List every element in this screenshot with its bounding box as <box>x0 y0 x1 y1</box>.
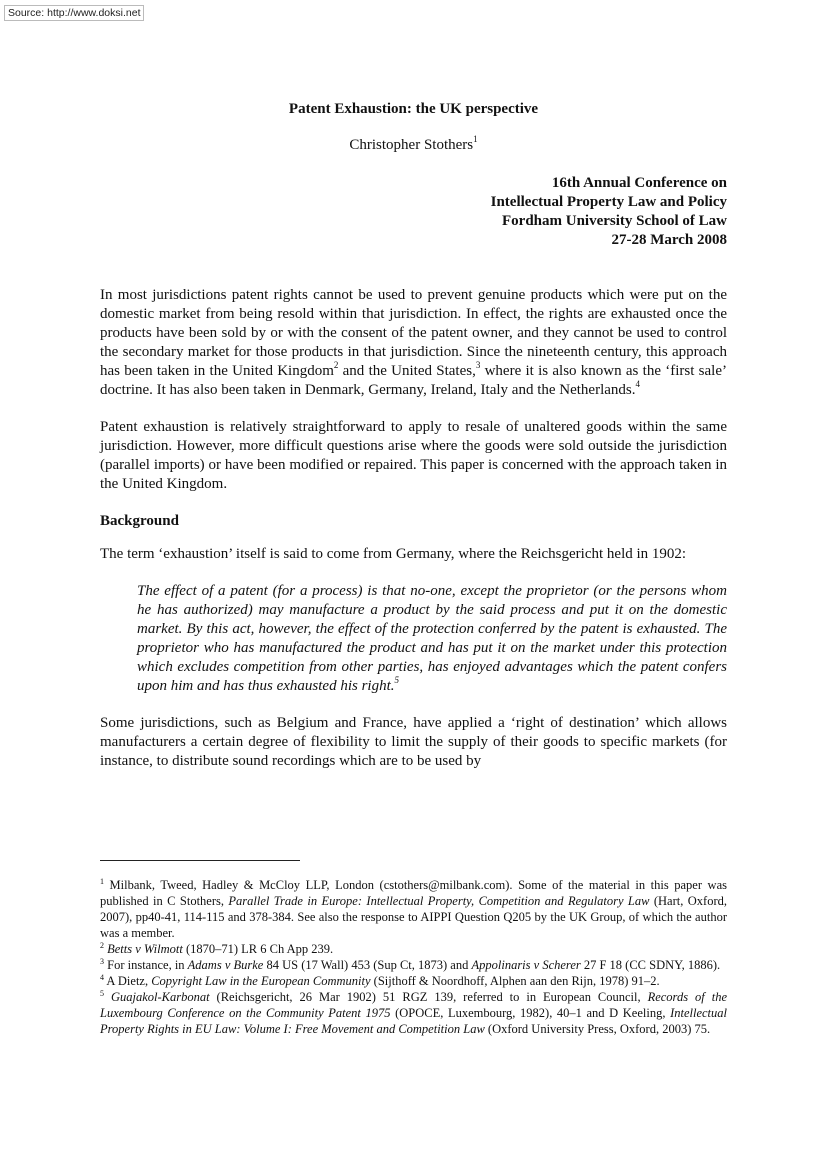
conference-line: 16th Annual Conference on <box>551 175 727 191</box>
text-run: Milbank, Tweed, Hadley & McCloy LLP, London (cstothers@milbank.com). Some of the material in this paper was published in C Stothers, <box>100 878 727 908</box>
footnotes <box>100 877 727 1037</box>
text-run: (Hart, Oxford, 2007), pp40-41, 114-115 and 378-384. See also the response to AIPPI Question Q205 by the UK Group, of which the author was a member. <box>100 894 727 940</box>
author-name: Christopher Stothers <box>349 137 474 153</box>
text-run: (Sijthoff & Noordhoff, Alphen aan den Rijn, 1978) 91–2. <box>370 974 660 988</box>
footnote-ref-2[interactable]: 2 <box>333 360 339 370</box>
footnote-divider <box>100 860 300 861</box>
conference-info <box>491 174 727 250</box>
section-heading: Background <box>100 513 179 529</box>
footnote-ref-4[interactable]: 4 <box>635 379 640 389</box>
text-run: (Oxford University Press, Oxford, 2003) 75. <box>484 1022 711 1036</box>
footnote-number: 1 <box>100 877 104 886</box>
footnote-1 <box>100 877 727 941</box>
quote-text: The effect of a patent (for a process) is that no-one, except the proprietor (or the persons whom he has authorized) may manufacture a product by the said process and put it on the domestic market. By this act, however, the effect of the protection conferred by the patent is exhausted. The proprietor who has manufactured the product and has put it on the market under this protection which excludes competition from other parties, has enjoyed advantages which the patent confers upon him and has thus exhausted his right. <box>137 583 727 694</box>
text-run: A Dietz, <box>104 974 152 988</box>
text-run: (OPOCE, Luxembourg, 1982), 40–1 and D Keeling, <box>390 1006 671 1020</box>
text-run: (Reichsgericht, 26 Mar 1902) 51 RGZ 139, referred to in European Council, <box>209 990 648 1004</box>
footnote-number: 2 <box>100 941 104 950</box>
text-run: and the United States, <box>338 363 476 379</box>
text-run: For instance, in <box>104 958 188 972</box>
footnote-5 <box>100 989 727 1037</box>
paragraph <box>100 286 727 400</box>
text-run: Records of the Luxembourg Conference on the Community Patent 1975 <box>100 990 727 1020</box>
paragraph: Patent exhaustion is relatively straightforward to apply to resale of unaltered goods within the same jurisdiction. However, more difficult questions arise where the goods were sold outside the jurisdiction (parallel imports) or have been modified or repaired. This paper is concerned with the approach taken in the United Kingdom. <box>100 419 727 492</box>
footnote-ref-5[interactable]: 5 <box>394 675 399 685</box>
block-quote <box>137 582 727 696</box>
text-run: Intellectual Property Rights in EU Law: Volume I: Free Movement and Competition Law <box>100 1006 727 1036</box>
body-text <box>100 286 727 789</box>
text-run: Betts v Wilmott <box>104 942 183 956</box>
footnote-number: 5 <box>100 989 104 998</box>
text-run: Copyright Law in the European Community <box>151 974 371 988</box>
conference-line: Fordham University School of Law <box>502 213 727 229</box>
text-run: 84 US (17 Wall) 453 (Sup Ct, 1873) and <box>263 958 472 972</box>
text-run: Adams v Burke <box>187 958 264 972</box>
text-run: where it is also known as the ‘first sale’ doctrine. It has also been taken in Denmark, Germany, Ireland, Italy and the Netherlands. <box>100 363 727 398</box>
text-run: Appolinaris v Scherer <box>471 958 581 972</box>
footnote-ref-1[interactable]: 1 <box>473 134 478 144</box>
footnote-3 <box>100 957 727 973</box>
text-run: Parallel Trade in Europe: Intellectual Property, Competition and Regulatory Law <box>228 894 650 908</box>
footnote-2 <box>100 941 727 957</box>
footnote-number: 4 <box>100 973 104 982</box>
text-run: Guajakol-Karbonat <box>104 990 210 1004</box>
text-run: In most jurisdictions patent rights cannot be used to prevent genuine products which were put on the domestic market from being resold within that jurisdiction. In effect, the rights are exhausted once the products have been sold by or with the consent of the patent owner, and they cannot be used to control the secondary market for those products in that jurisdiction. Since the nineteenth century, this approach has been taken in the United Kingdom <box>100 287 727 379</box>
conference-date: 27-28 March 2008 <box>611 232 727 248</box>
footnote-ref-3[interactable]: 3 <box>475 360 481 370</box>
paragraph: Some jurisdictions, such as Belgium and France, have applied a ‘right of destination’ which allows manufacturers a certain degree of flexibility to limit the supply of their goods to specific markets (for instance, to distribute sound recordings which are to be used by <box>100 715 727 769</box>
paragraph: The term ‘exhaustion’ itself is said to come from Germany, where the Reichsgericht held in 1902: <box>100 546 687 562</box>
conference-line: Intellectual Property Law and Policy <box>490 194 727 210</box>
author-line <box>100 134 727 154</box>
text-run: 27 F 18 (CC SDNY, 1886). <box>580 958 721 972</box>
paper-title: Patent Exhaustion: the UK perspective <box>288 101 539 117</box>
source-label: Source: http://www.doksi.net <box>4 5 144 21</box>
text-run: (1870–71) LR 6 Ch App 239. <box>182 942 334 956</box>
footnote-number: 3 <box>100 957 104 966</box>
footnote-4 <box>100 973 727 989</box>
